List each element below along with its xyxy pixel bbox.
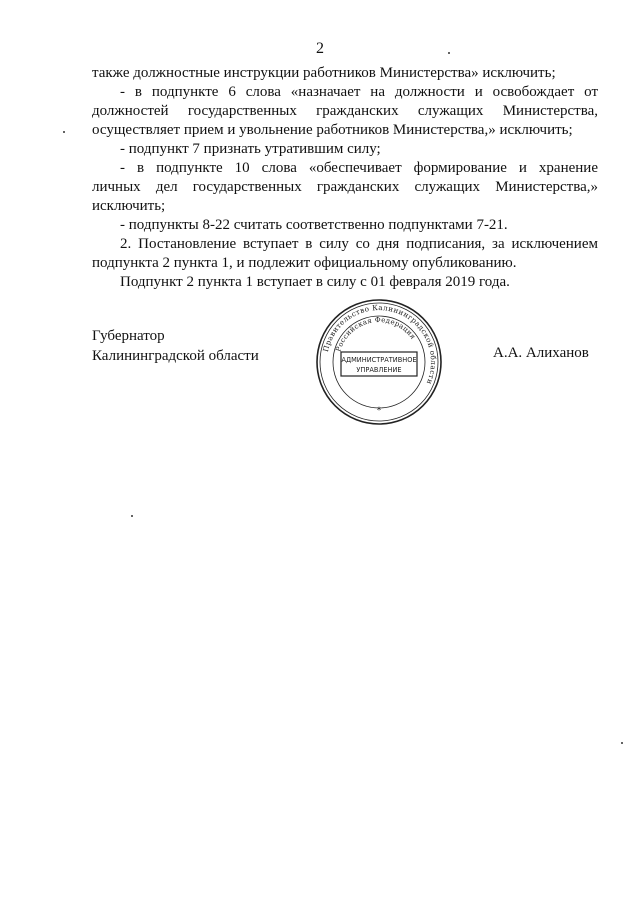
- signatory-name: А.А. Алиханов: [493, 345, 589, 361]
- text-line: также должностные инструкции работников Министерства» исключить;: [92, 65, 556, 81]
- seal-star: *: [376, 406, 382, 416]
- text-line: - подпункт 7 признать утратившим силу;: [120, 141, 381, 157]
- seal-center-line2: УПРАВЛЕНИЕ: [356, 366, 402, 374]
- text-line: осуществляет прием и увольнение работников Министерства,» исключить;: [92, 122, 573, 138]
- signatory-title-line2: Калининградской области: [92, 348, 259, 364]
- text-line: - в подпункте 10 слова «обеспечивает формирование и хранение: [120, 160, 598, 176]
- page-number: 2: [316, 40, 324, 57]
- text-line: подпункта 2 пункта 1, и подлежит официальному опубликованию.: [92, 255, 517, 271]
- text-line: 2. Постановление вступает в силу со дня подписания, за исключением: [120, 236, 598, 252]
- scan-speck: [448, 52, 450, 54]
- signatory-title: [92, 326, 259, 366]
- seal-center-line1: АДМИНИСТРАТИВНОЕ: [341, 356, 417, 364]
- seal-outer-text: Правительство Калининградской области: [321, 302, 439, 386]
- text-line: Подпункт 2 пункта 1 вступает в силу с 01 февраля 2019 года.: [120, 274, 510, 290]
- text-line: - подпункты 8-22 считать соответственно подпунктами 7-21.: [120, 217, 508, 233]
- official-seal: [315, 298, 443, 426]
- scan-speck: [621, 742, 623, 744]
- scan-speck: [131, 515, 133, 517]
- seal-federation-text: Российская Федерация: [334, 315, 418, 353]
- scan-speck: [63, 131, 65, 133]
- signatory-title-line1: Губернатор: [92, 328, 165, 344]
- text-line: исключить;: [92, 198, 166, 214]
- text-line: личных дел государственных гражданских служащих Министерства,»: [92, 179, 598, 195]
- text-line: должностей государственных гражданских служащих Министерства,: [92, 103, 598, 119]
- text-line: - в подпункте 6 слова «назначает на должности и освобождает от: [120, 84, 598, 100]
